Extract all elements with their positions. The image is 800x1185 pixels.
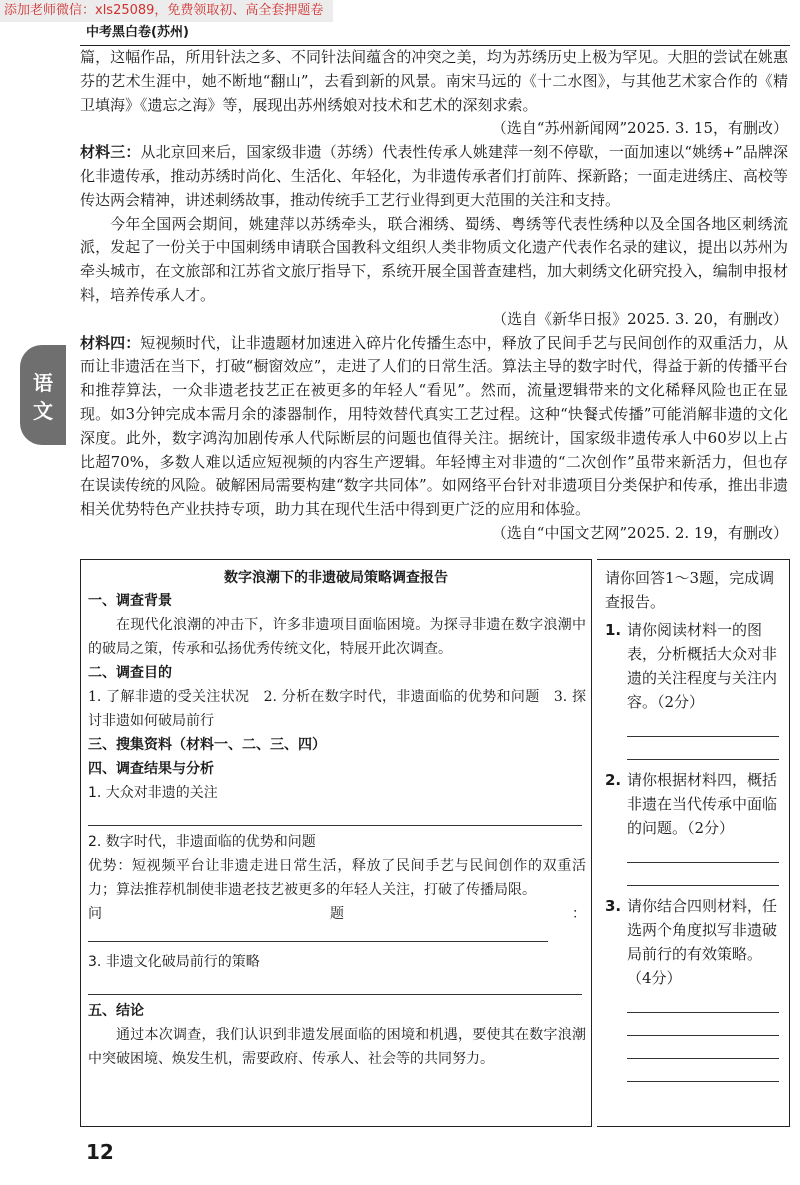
problem-row: [88, 902, 586, 950]
result-item-2: 2. 数字时代，非遗面临的优势和问题: [88, 834, 316, 850]
question-3-answer-line[interactable]: [627, 1013, 779, 1036]
question-number: 3.: [605, 897, 622, 915]
subject-tab-char-1: 语: [33, 371, 53, 395]
question-text: 请你阅读材料一的图表，分析概括大众对非遗的关注程度与关注内容。（2分）: [627, 621, 778, 711]
background-text: 在现代化浪潮的冲击下，许多非遗项目面临困境。为探寻非遗在数字浪潮中的破局之策，传承和弘扬优秀传统文化，特展开此次调查。: [88, 617, 586, 657]
answer-line-2[interactable]: [88, 927, 548, 942]
report-title: 数字浪潮下的非遗破局策略调查报告: [224, 570, 448, 586]
source-citation-2: （选自《新华日报》2025. 3. 20，有删改）: [492, 309, 788, 328]
exam-header-title: 中考黑白卷(苏州): [86, 25, 189, 40]
question-3-answer-line[interactable]: [627, 990, 779, 1013]
subject-tab: [20, 345, 66, 445]
result-item-1: 1. 大众对非遗的关注: [88, 785, 218, 801]
material-3-paragraph-2: 今年全国两会期间，姚建萍以苏绣牵头，联合湘绣、蜀绣、粤绣等代表性绣种以及全国各地区刺绣流派，发起了一份关于中国刺绣申请联合国教科文组织人类非物质文化遗产代表作名录的建议，提出以苏州为牵头城市，在文旅部和江苏省文旅厅指导下，系统开展全国普查建档，加大刺绣文化研究投入，编制申报材料，培养传承人才。: [80, 214, 788, 304]
section-heading-results: 四、调查结果与分析: [88, 761, 214, 777]
question-3-answer-line[interactable]: [627, 1059, 779, 1082]
question-text: 请你根据材料四，概括非遗在当代传承中面临的问题。（2分）: [627, 771, 778, 837]
material-3-label: 材料三：: [80, 143, 141, 162]
question-1-answer-line[interactable]: [627, 714, 779, 737]
questions-intro: 请你回答1～3题，完成调查报告。: [605, 569, 775, 611]
question-3-answer-line[interactable]: [627, 1036, 779, 1059]
promo-banner: 添加老师微信：xls25089，免费领取初、高全套押题卷: [0, 0, 333, 22]
answer-line-1[interactable]: [88, 805, 582, 826]
reading-passage: [80, 46, 788, 546]
page-number: 12: [86, 1140, 114, 1164]
section-heading-purpose: 二、调查目的: [88, 665, 172, 681]
survey-report-box: [80, 559, 592, 1127]
material-4-paragraph: 材料四：短视频时代，让非遗题材加速进入碎片化传播生态中，释放了民间手艺与民间创作的双重活力，从而让非遗活在当下，打破“橱窗效应”，走进了人们的日常生活。算法主导的数字时代，得益于新的传播平台和推荐算法，一众非遗老技艺正在被更多的年轻人“看见”。然而，流量逻辑带来的文化稀释风险也正在显现。如3分钟完成本需月余的漆器制作，用特效替代真实工艺过程。这种“快餐式传播”可能消解非遗的文化深度。此外，数字鸿沟加剧传承人代际断层的问题也值得关注。据统计，国家级非遗传承人中60岁以上占比超70%，多数人难以适应短视频的内容生产逻辑。年轻博主对非遗的“二次创作”虽带来新活力，但也存在误读传统的风险。破解困局需要构建“数字共同体”。如网络平台针对非遗项目分类保护和传承，推出非遗相关优势特色产业扶持专项，助力其在现代生活中得到更广泛的应用和体验。: [80, 333, 788, 519]
purpose-text: 1. 了解非遗的受关注状况 2. 分析在数字时代，非遗面临的优势和问题 3. 探讨非遗如何破局前行: [88, 689, 586, 729]
material-3-paragraph-1: 材料三：从北京回来后，国家级非遗（苏绣）代表性传承人姚建萍一刻不停歇，一面加速以“姚绣+”品牌深化非遗传承，推动苏绣时尚化、生活化、年轻化，为非遗传承者们打前阵、探新路；一面走进绣庄、高校等传达两会精神，讲述刺绣故事，推动传统手工艺行业得到更大范围的关注和支持。: [80, 143, 788, 209]
material-4-label: 材料四：: [80, 333, 141, 352]
question-2: [605, 768, 779, 840]
section-heading-materials: 三、搜集资料（材料一、二、三、四）: [88, 737, 326, 753]
section-heading-conclusion: 五、结论: [88, 1003, 144, 1019]
source-citation-1: （选自“苏州新闻网”2025. 3. 15，有删改）: [491, 119, 788, 138]
subject-tab-char-2: 文: [33, 399, 53, 423]
result-item-3: 3. 非遗文化破局前行的策略: [88, 954, 260, 970]
question-2-answer-line[interactable]: [627, 840, 779, 863]
question-1: [605, 618, 779, 714]
problem-label: 问题：: [88, 906, 586, 922]
question-3: [605, 894, 779, 990]
question-2-answer-line[interactable]: [627, 863, 779, 886]
question-number: 2.: [605, 771, 622, 789]
conclusion-text: 通过本次调查，我们认识到非遗发展面临的困境和机遇，要使其在数字浪潮中突破困境、焕发生机，需要政府、传承人、社会等的共同努力。: [88, 1027, 586, 1067]
question-number: 1.: [605, 621, 622, 639]
passage-continued: 篇，这幅作品，所用针法之多、不同针法间蕴含的冲突之美，均为苏绣历史上极为罕见。大胆的尝试在姚惠芬的艺术生涯中，她不断地“翻山”，去看到新的风景。南宋马远的《十二水图》，与其他艺术家合作的《精卫填海》《遗忘之海》等，展现出苏州绣娘对技术和艺术的深刻求索。: [80, 48, 788, 114]
question-text: 请你结合四则材料，任选两个角度拟写非遗破局前行的有效策略。（4分）: [627, 897, 778, 987]
advantage-text: 优势：短视频平台让非遗走进日常生活，释放了民间手艺与民间创作的双重活力；算法推荐机制使非遗老技艺被更多的年轻人关注，打破了传播局限。: [88, 858, 586, 898]
questions-panel: [597, 559, 790, 1127]
answer-line-3[interactable]: [88, 974, 582, 995]
source-citation-3: （选自“中国文艺网”2025. 2. 19，有删改）: [491, 523, 788, 542]
question-1-answer-line[interactable]: [627, 737, 779, 760]
section-heading-background: 一、调查背景: [88, 593, 172, 609]
